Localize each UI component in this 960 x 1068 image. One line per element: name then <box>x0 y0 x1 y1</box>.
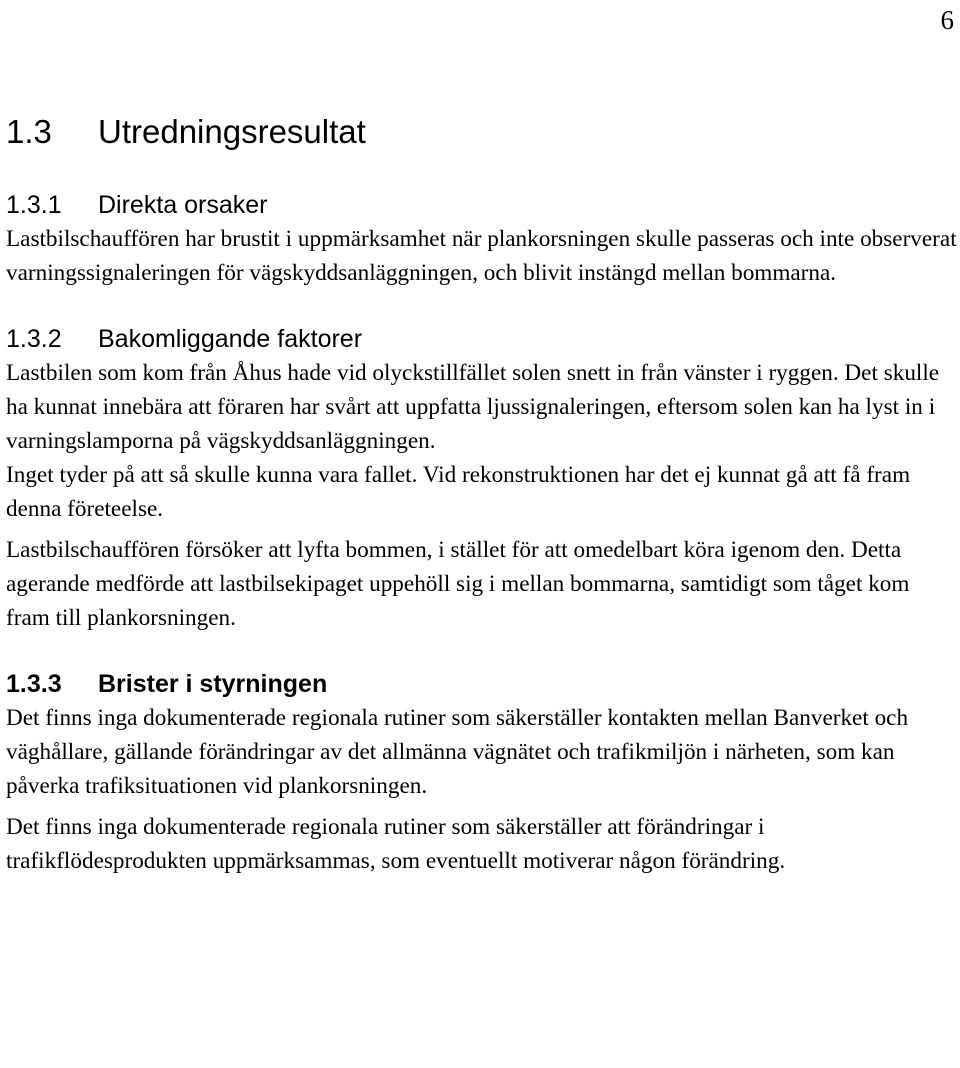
subsection-number: 1.3.3 <box>6 670 62 698</box>
section-number: 1.3 <box>6 113 52 150</box>
paragraph: Lastbilschauffören har brustit i uppmärksamhet när plankorsningen skulle passeras och inte observerat varningssignaleringen för vägskyddsanläggningen, och blivit instängd mellan bommarna. <box>6 226 957 286</box>
subsection-number: 1.3.1 <box>6 191 62 219</box>
paragraph: Lastbilen som kom från Åhus hade vid olyckstillfället solen snett in från vänster i ryggen. Det skulle ha kunnat innebära att föraren har svårt att uppfatta ljussignaleringen, eftersom solen kan ha lyst in i varningslamporna på vägskyddsanläggningen. <box>6 360 940 454</box>
subsection-number: 1.3.2 <box>6 325 62 353</box>
subsection-heading <box>6 322 958 356</box>
paragraph: Det finns inga dokumenterade regionala rutiner som säkerställer att förändringar i trafikflödesprodukten uppmärksammas, som eventuellt motiverar någon förändring. <box>6 814 786 874</box>
subsection-heading <box>6 188 958 222</box>
page-number: 6 <box>940 5 954 35</box>
subsection-bakomliggande-faktorer <box>6 322 958 635</box>
subsection-direkta-orsaker <box>6 188 958 290</box>
paragraph: Lastbilschauffören försöker att lyfta bommen, i stället för att omedelbart köra igenom den. Detta agerande medförde att lastbilsekipaget uppehöll sig i mellan bommarna, samtidigt som tåget kom fram till plankorsningen. <box>6 537 910 631</box>
document-body <box>6 112 958 878</box>
section-heading <box>6 112 958 152</box>
subsection-title: Bakomliggande faktorer <box>98 325 363 353</box>
subsection-title: Direkta orsaker <box>98 191 268 219</box>
section-title: Utredningsresultat <box>98 113 366 150</box>
subsection-heading <box>6 667 958 701</box>
paragraph: Inget tyder på att så skulle kunna vara fallet. Vid rekonstruktionen har det ej kunnat gå att få fram denna företeelse. <box>6 462 911 522</box>
subsection-brister-i-styrningen <box>6 667 958 878</box>
paragraph: Det finns inga dokumenterade regionala rutiner som säkerställer kontakten mellan Banverket och väghållare, gällande förändringar av det allmänna vägnätet och trafikmiljön i närheten, som kan påverka trafiksituationen vid plankorsningen. <box>6 705 909 799</box>
subsection-title: Brister i styrningen <box>98 670 328 698</box>
